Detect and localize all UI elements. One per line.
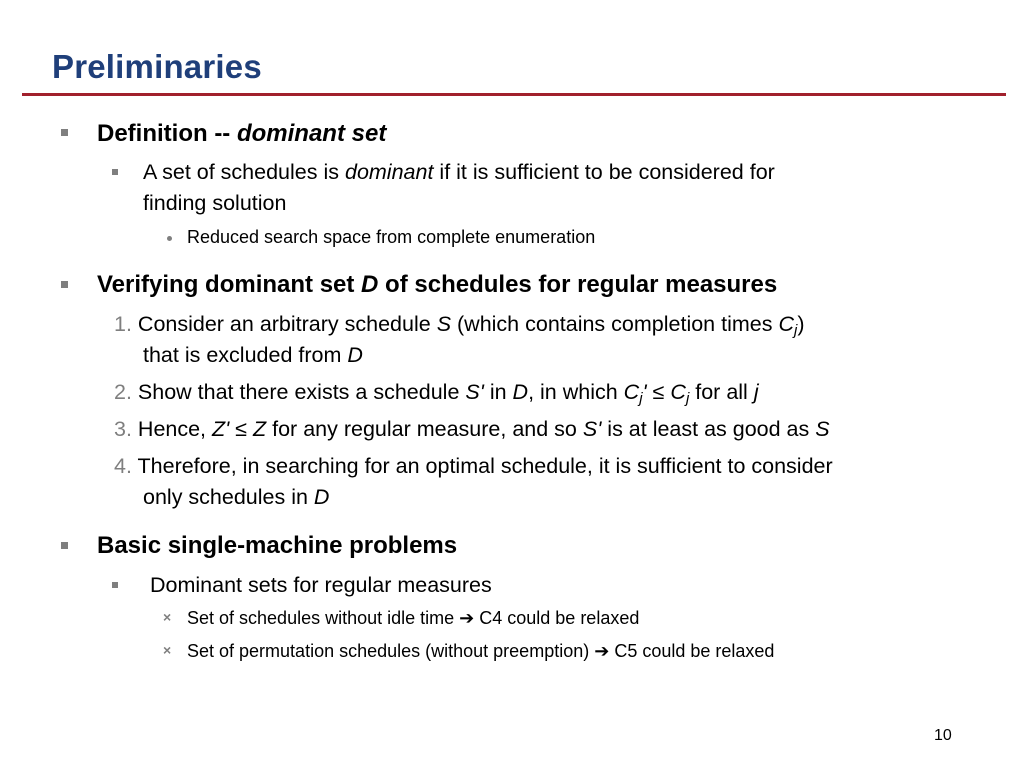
definition-heading	[97, 120, 386, 148]
step-number: 3.	[114, 417, 132, 441]
right-arrow-icon: ➔	[459, 608, 475, 628]
definition-subpoint: Reduced search space from complete enumeration	[187, 227, 596, 247]
square-bullet-icon	[112, 169, 118, 175]
slide-title: Preliminaries	[52, 48, 262, 85]
dot-bullet-icon	[167, 236, 172, 241]
square-bullet-icon	[112, 582, 118, 588]
step-1: 1. Consider an arbitrary schedule S (which contains completion times $C_j$)	[114, 312, 805, 339]
x-bullet-icon: ×	[163, 609, 172, 625]
definition-text-cont: finding solution	[143, 191, 287, 215]
basic-heading: Basic single-machine problems	[97, 532, 458, 559]
square-bullet-icon	[61, 129, 68, 136]
step-2: 2. Show that there exists a schedule S' in D, in which $C_j' \le C_j$ for all j	[114, 380, 759, 407]
basic-item-1: Set of schedules without idle time ➔ C4 could be relaxed	[187, 608, 640, 628]
step-3: 3. Hence, Z' ≤ Z for any regular measure, and so S' is at least as good as S	[114, 417, 830, 441]
step-1-cont: that is excluded from D	[143, 343, 363, 367]
step-4-cont: only schedules in D	[143, 485, 330, 509]
square-bullet-icon	[61, 281, 68, 288]
definition-label: Definition --	[97, 120, 237, 147]
step-number: 4.	[114, 454, 132, 478]
x-bullet-icon: ×	[163, 642, 172, 658]
basic-sub: Dominant sets for regular measures	[150, 573, 492, 597]
step-number: 1.	[114, 312, 132, 336]
step-number: 2.	[114, 380, 132, 404]
verifying-heading: Verifying dominant set D of schedules for regular measures	[97, 271, 778, 298]
step-4: 4. Therefore, in searching for an optimal schedule, it is sufficient to consider	[114, 454, 833, 478]
square-bullet-icon	[61, 542, 68, 549]
definition-text: A set of schedules is dominant if it is sufficient to be considered for	[143, 160, 775, 184]
right-arrow-icon: ➔	[594, 641, 610, 661]
page-number: 10	[934, 727, 952, 744]
definition-term: dominant set	[236, 120, 387, 147]
basic-item-2: Set of permutation schedules (without preemption) ➔ C5 could be relaxed	[187, 641, 775, 661]
